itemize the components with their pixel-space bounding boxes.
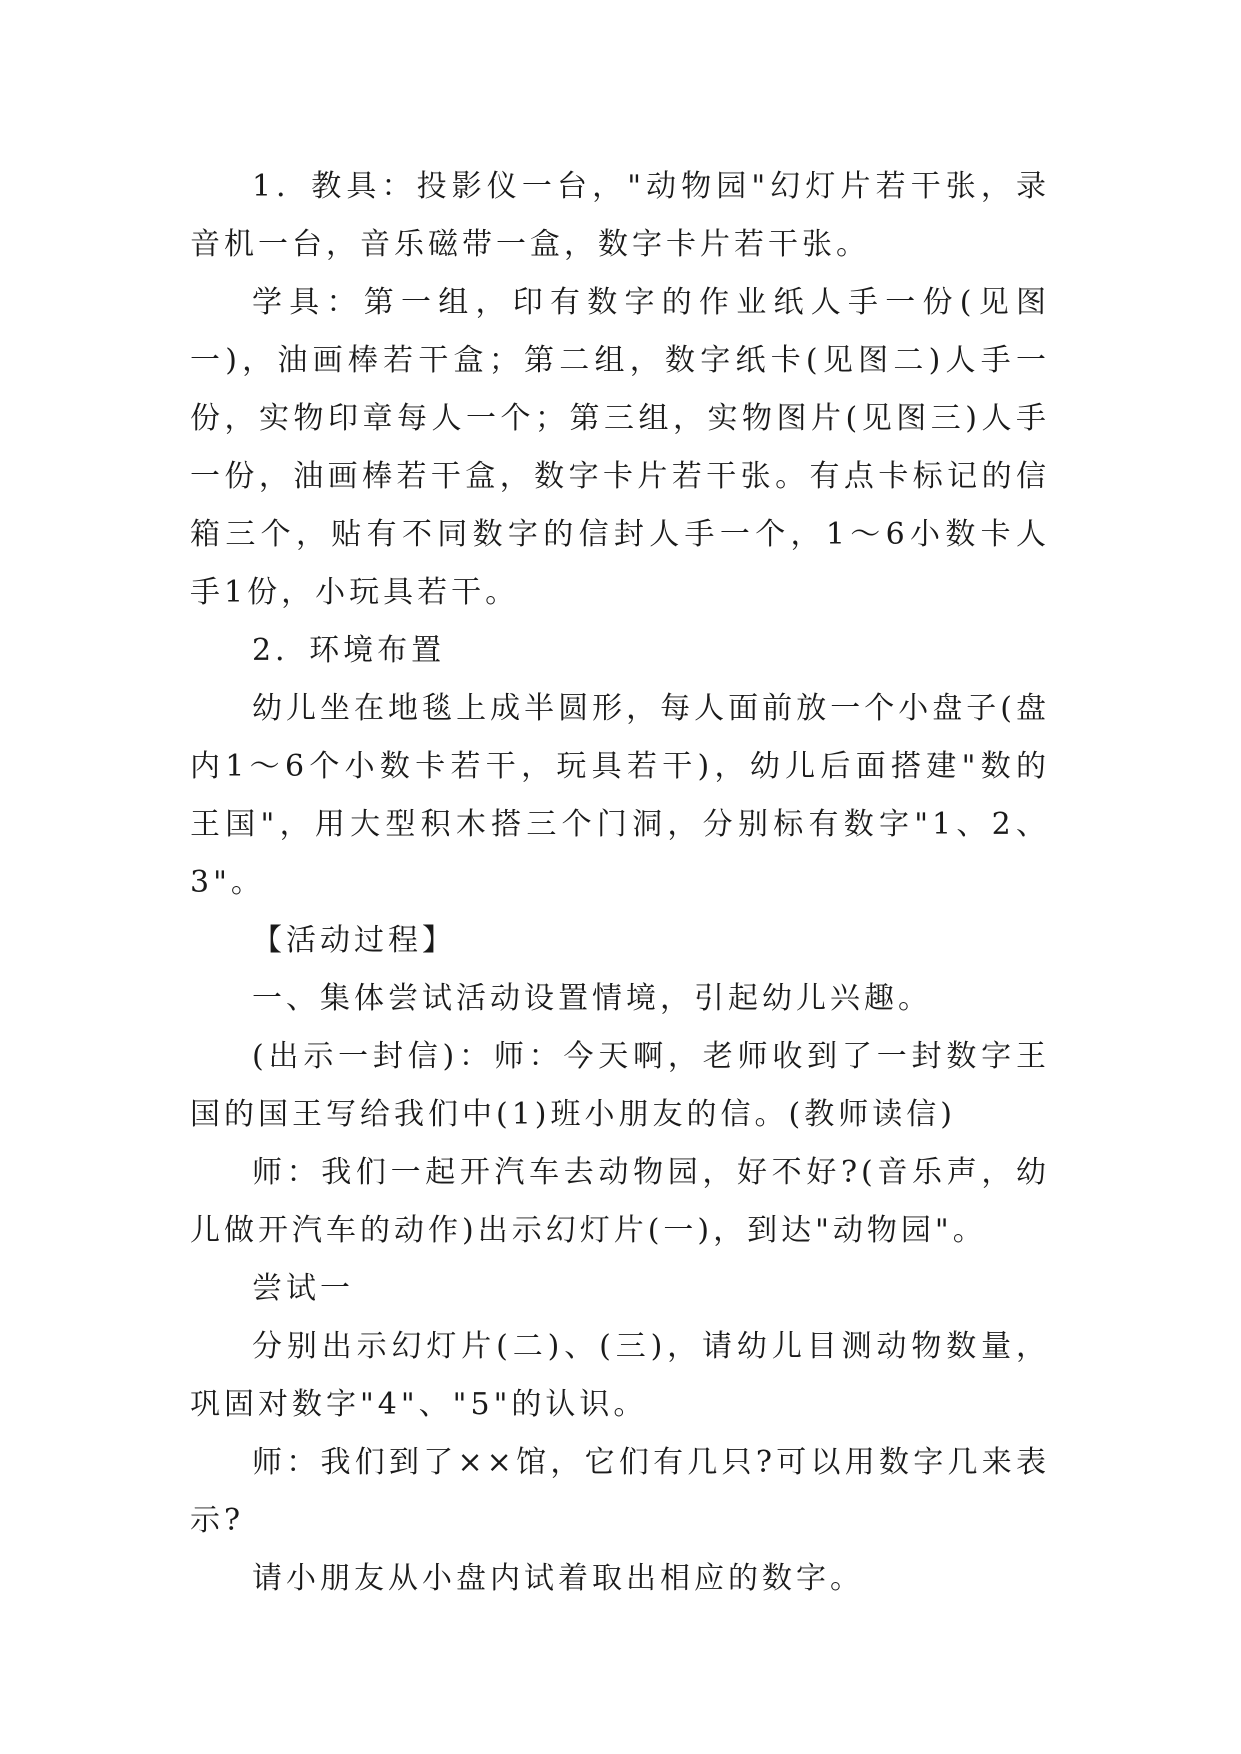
paragraph-learning-aids: 学具：第一组，印有数字的作业纸人手一份(见图一)，油画棒若干盒；第二组，数字纸卡(见图二)人手一份，实物印章每人一个；第三组，实物图片(见图三)人手一份，油画棒若干盒，数字卡片若干张。有点卡标记的信箱三个，贴有不同数字的信封人手一个，1～6小数卡人手1份，小玩具若干。: [190, 285, 1050, 610]
paragraph-take-number: 请小朋友从小盘内试着取出相应的数字。: [252, 1561, 864, 1596]
paragraph-group-activity: 一、集体尝试活动设置情境，引起幼儿兴趣。: [252, 981, 932, 1016]
paragraph-attempt-one-heading: 尝试一: [252, 1271, 354, 1306]
paragraph-show-slides: 分别出示幻灯片(二)、(三)，请幼儿目测动物数量，巩固对数字"4"、"5"的认识。: [190, 1329, 1050, 1422]
paragraph-teacher-question: 师：我们到了××馆，它们有几只?可以用数字几来表示?: [190, 1445, 1050, 1538]
paragraph-environment-heading: 2．环境布置: [252, 633, 446, 668]
paragraph-drive-to-zoo: 师：我们一起开汽车去动物园，好不好?(音乐声，幼儿做开汽车的动作)出示幻灯片(一)，到达"动物园"。: [190, 1155, 1050, 1248]
paragraph-teaching-aids: 1．教具：投影仪一台，"动物园"幻灯片若干张，录音机一台，音乐磁带一盒，数字卡片若干张。: [190, 169, 1050, 262]
paragraph-environment-setup: 幼儿坐在地毯上成半圆形，每人面前放一个小盘子(盘内1～6个小数卡若干，玩具若干)，幼儿后面搭建"数的王国"，用大型积木搭三个门洞，分别标有数字"1、2、3"。: [190, 691, 1050, 900]
document-body: [190, 158, 1050, 1608]
section-heading-activity-process: 【活动过程】: [252, 923, 456, 958]
paragraph-show-letter: (出示一封信)：师：今天啊，老师收到了一封数字王国的国王写给我们中(1)班小朋友的信。(教师读信): [190, 1039, 1050, 1132]
